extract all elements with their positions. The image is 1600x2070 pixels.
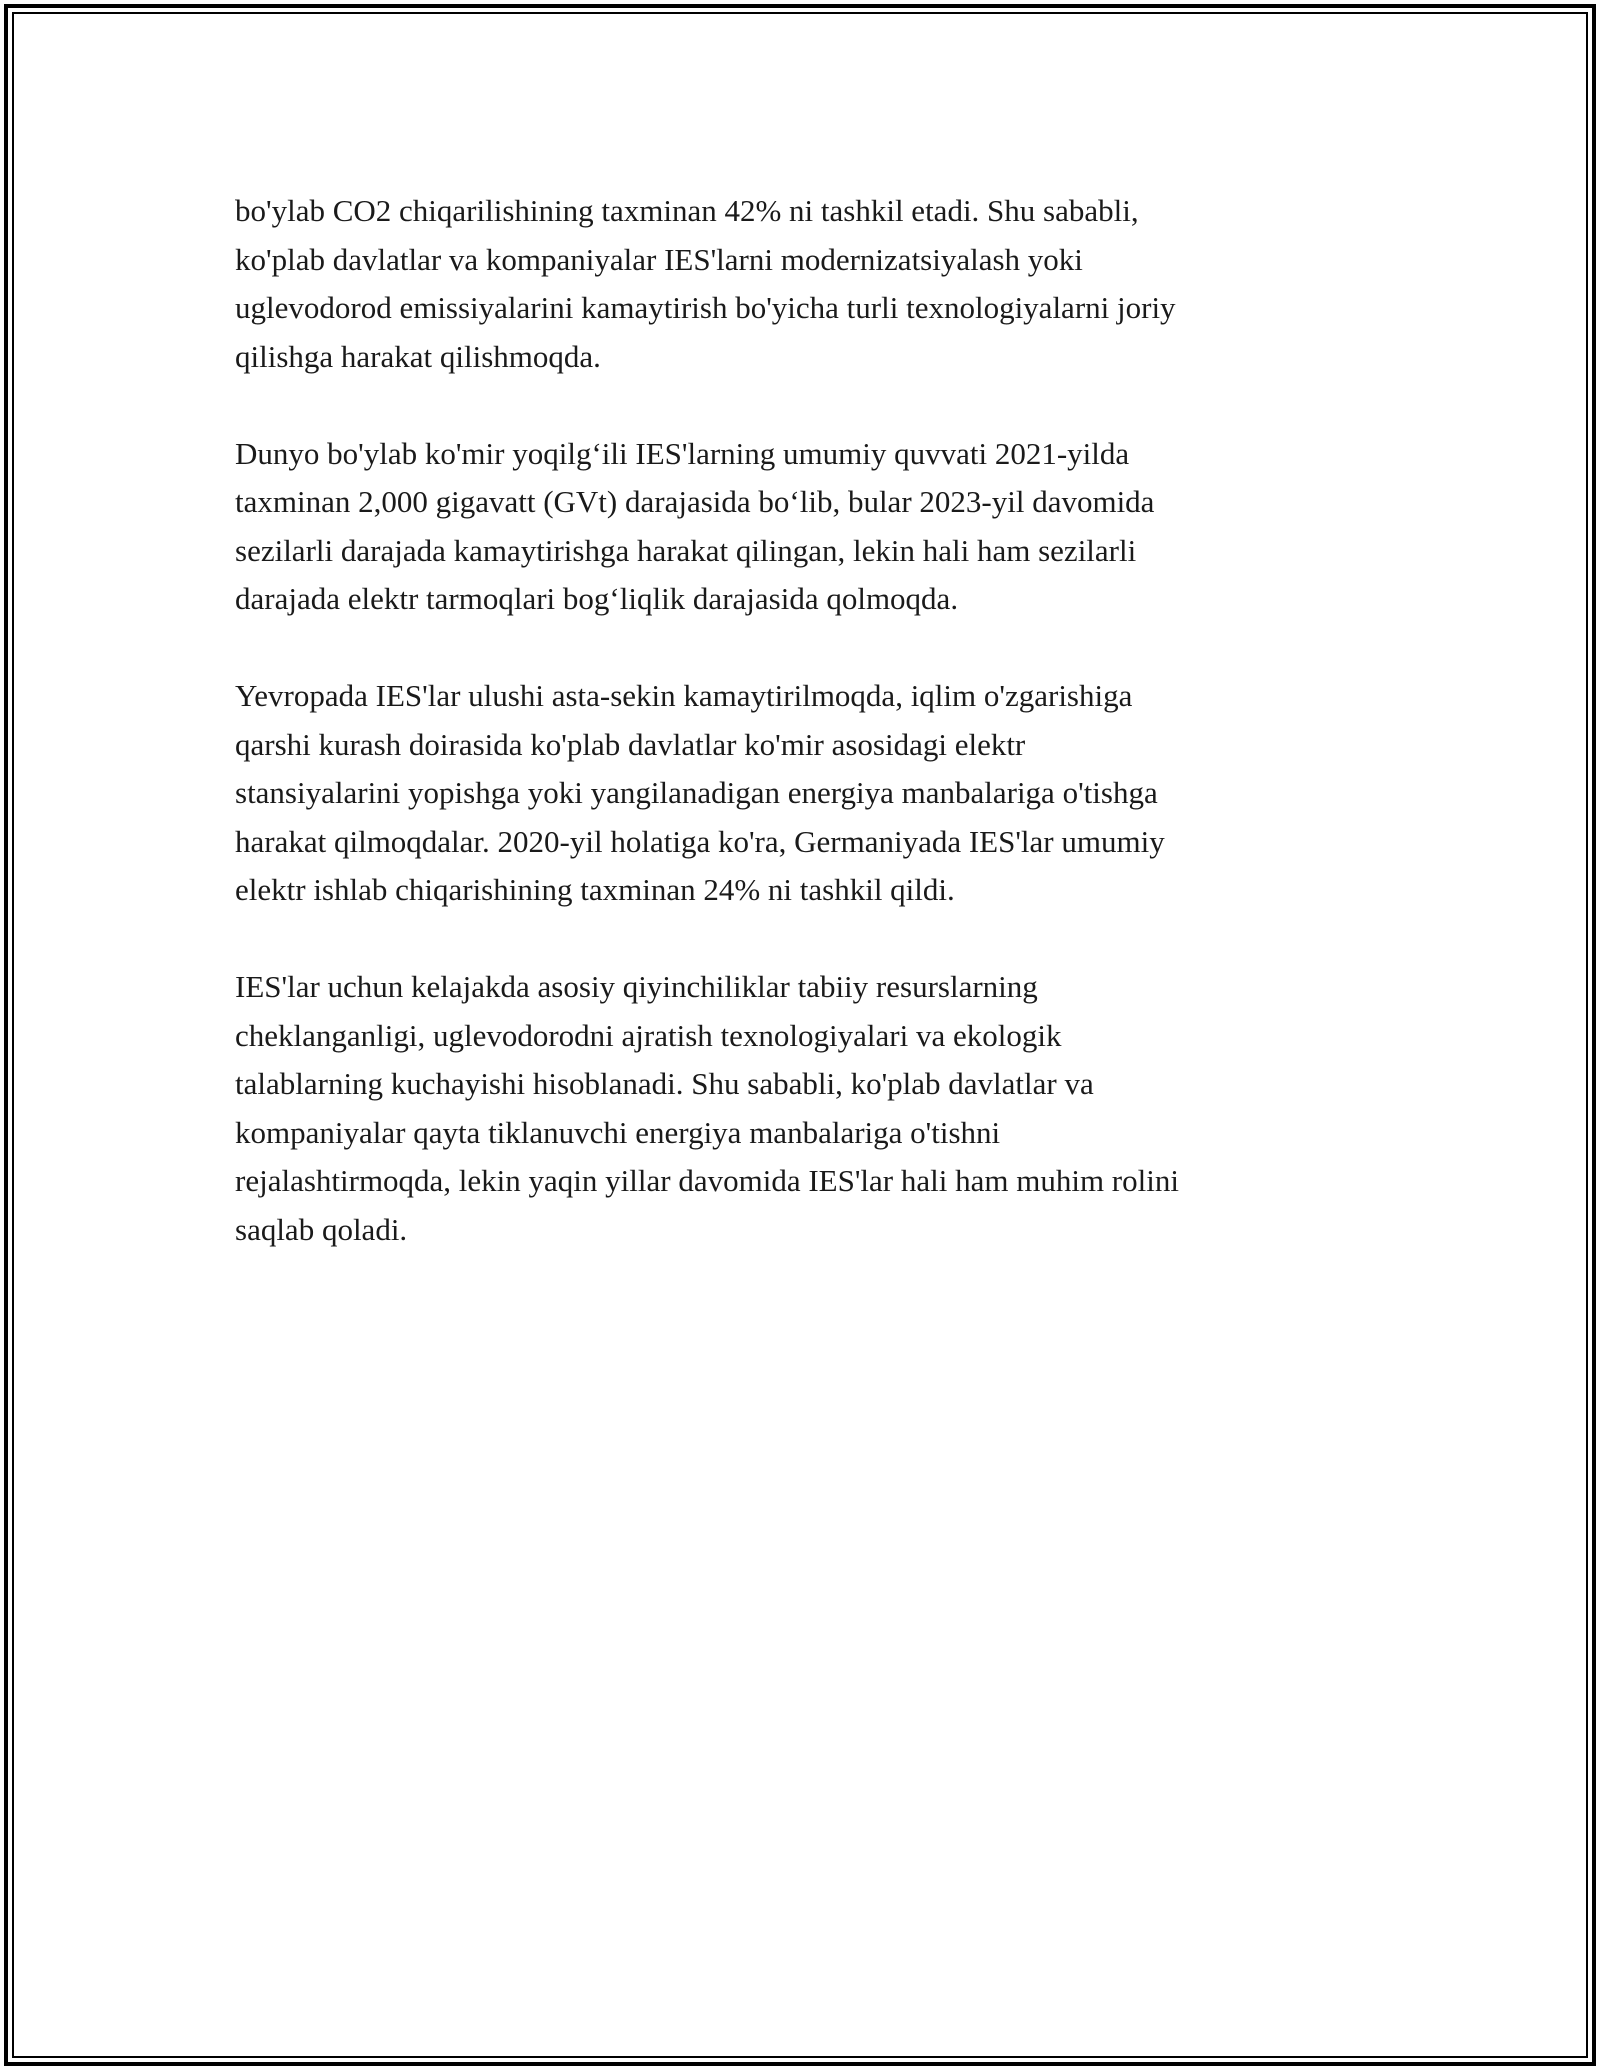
text-line: taxminan 2,000 gigavatt (GVt) darajasida bo‘lib, bular 2023-yil davomida: [235, 484, 1155, 519]
paragraph-3: [235, 672, 1375, 915]
text-line: Dunyo bo'ylab ko'mir yoqilg‘ili IES'larning umumiy quvvati 2021-yilda: [235, 435, 1130, 471]
text-line: bo'ylab CO2 chiqarilishining taxminan 42% ni tashkil etadi. Shu sababli,: [235, 193, 1139, 228]
text-line: ko'plab davlatlar va kompaniyalar IES'larni modernizatsiyalash yoki: [235, 241, 1083, 277]
text-line: uglevodorod emissiyalarini kamaytirish bo'yicha turli texnologiyalarni joriy: [235, 290, 1176, 325]
document-body: [235, 187, 1375, 1303]
text-line: harakat qilmoqdalar. 2020-yil holatiga ko'ra, Germaniyada IES'lar umumiy: [235, 823, 1165, 859]
text-line: darajada elektr tarmoqlari bog‘liqlik darajasida qolmoqda.: [235, 581, 959, 616]
text-line: elektr ishlab chiqarishining taxminan 24% ni tashkil qildi.: [235, 872, 955, 907]
text-line: saqlab qoladi.: [235, 1211, 408, 1247]
paragraph-4: [235, 963, 1375, 1254]
text-line: talablarning kuchayishi hisoblanadi. Shu sababli, ko'plab davlatlar va: [235, 1066, 1094, 1101]
text-line: kompaniyalar qayta tiklanuvchi energiya manbalariga o'tishni: [235, 1114, 1001, 1150]
text-line: IES'lar uchun kelajakda asosiy qiyinchiliklar tabiiy resurslarning: [235, 969, 1038, 1004]
text-line: Yevropada IES'lar ulushi asta-sekin kamaytirilmoqda, iqlim o'zgarishiga: [235, 678, 1133, 713]
text-line: stansiyalarini yopishga yoki yangilanadigan energiya manbalariga o'tishga: [235, 775, 1158, 810]
text-line: rejalashtirmoqda, lekin yaqin yillar davomida IES'lar hali ham muhim rolini: [235, 1163, 1179, 1198]
text-line: cheklanganligi, uglevodorodni ajratish texnologiyalari va ekologik: [235, 1017, 1062, 1053]
text-line: qarshi kurash doirasida ko'plab davlatlar ko'mir asosidagi elektr: [235, 726, 1026, 762]
paragraph-2: [235, 430, 1375, 624]
text-line: qilishga harakat qilishmoqda.: [235, 338, 601, 374]
text-line: sezilarli darajada kamaytirishga harakat qilingan, lekin hali ham sezilarli: [235, 532, 1137, 568]
paragraph-1: [235, 187, 1375, 381]
